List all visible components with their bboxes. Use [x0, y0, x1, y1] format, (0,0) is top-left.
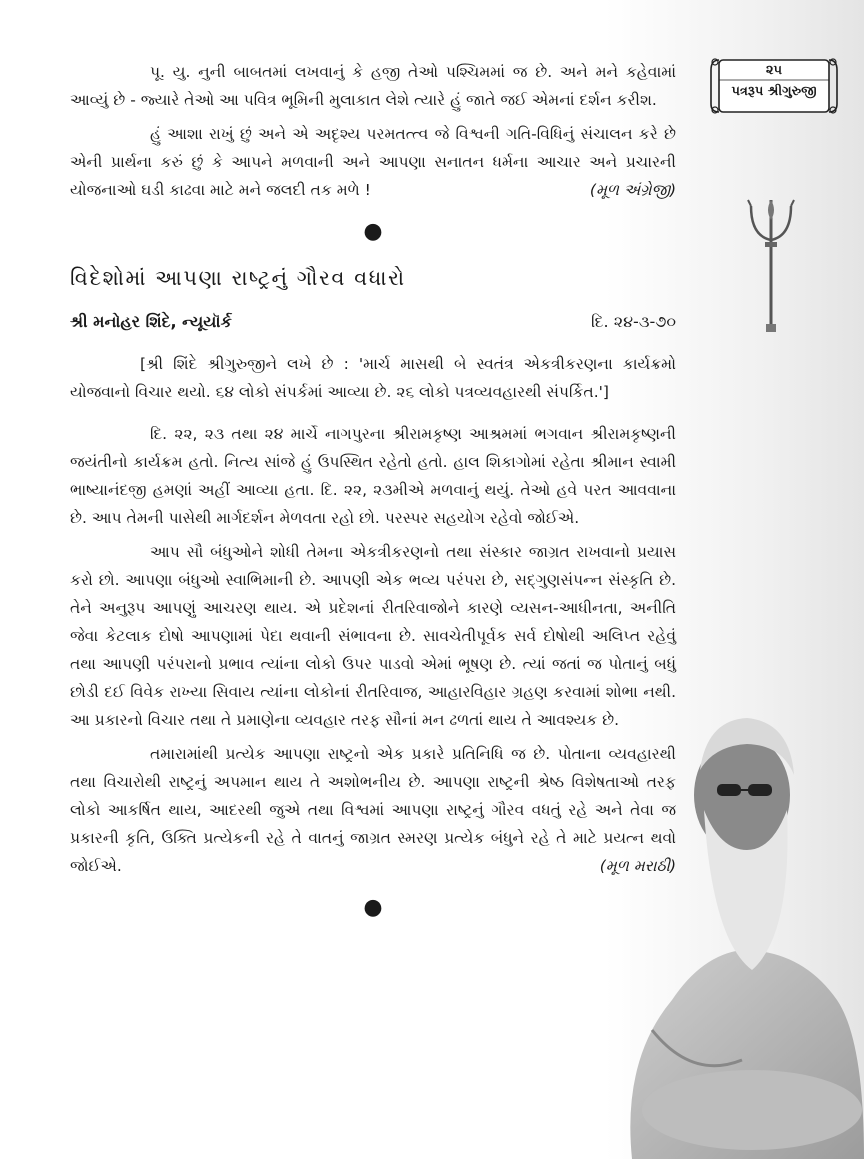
section-separator: ● [363, 219, 383, 244]
section-title: પત્રરૂપ શ્રીગુરુજી [731, 84, 817, 99]
letter-heading: વિદેશોમાં આપણા રાષ્ટ્રનું ગૌરવ વધારો [70, 266, 406, 290]
trident-icon [745, 196, 797, 338]
paragraph: દિ. ૨૨, ૨૩ તથા ૨૪ માર્ચે નાગપુરના શ્રીરામકૃષ્ણ આશ્રમમાં ભગવાન શ્રીરામકૃષ્ણની જયંતીનો કાર્યક્રમ હતો. નિત્ય સાંજે હું ઉપસ્થિત રહેતો હતો. હાલ શિકાગોમાં રહેતા શ્રીમાન સ્વામી ભાષ્યાનંદજી હમણાં અહીં આવ્યા હતા. દિ. ૨૨, ૨૩મીએ મળવાનું થયું. તેઓ હવે પરત આવવાના છે. આપ તેમની પાસેથી માર્ગદર્શન મેળવતા રહો છો. પરસ્પર સહયોગ રહેવો જોઈએ. [70, 425, 676, 527]
letter-intro: [શ્રી શિંદે શ્રીગુરુજીને લખે છે : 'માર્ચ માસથી બે સ્વતંત્ર એકત્રીકરણના કાર્યક્રમો યોજવાનો વિચાર થયો. ૬૪ લોકો સંપર્કમાં આવ્યા છે. ૨૬ લોકો પત્રવ્યવહારથી સંપર્કિત.'] [70, 355, 676, 401]
page-header-scroll [707, 54, 841, 116]
page-number: ૨૫ [765, 63, 783, 78]
letter-meta [70, 308, 676, 336]
paragraph [70, 740, 676, 880]
paragraph: આપ સૌ બંધુઓને શોધી તેમના એકત્રીકરણનો તથા સંસ્કાર જાગ્રત રાખવાનો પ્રયાસ કરો છો. આપણા બંધુઓ સ્વાભિમાની છે. આપણી એક ભવ્ય પરંપરા છે, સદ્‌ગુણસંપન્ન સંસ્કૃતિ છે. તેને અનુરૂપ આપણું આચરણ થાય. એ પ્રદેશનાં રીતરિવાજોને કારણે વ્યસન-આધીનતા, અનીતિ જેવા કેટલાક દોષો આપણામાં પેદા થવાની સંભાવના છે. સાવચેતીપૂર્વક સર્વ દોષોથી અલિપ્ત રહેવું તથા આપણી પરંપરાનો પ્રભાવ ત્યાંના લોકો ઉપર પાડવો એમાં ભૂષણ છે. ત્યાં જતાં જ પોતાનું બધું છોડી દઈ વિવેક રાખ્યા સિવાય ત્યાંના લોકોનાં રીતરિવાજ, આહારવિહાર ગ્રહણ કરવામાં શોભા નથી. આ પ્રકારનો વિચાર તથા તે પ્રમાણેના વ્યવહાર તરફ સૌનાં મન ઢળતાં થાય તે આવશ્યક છે. [70, 543, 676, 729]
letter-date: દિ. ૨૪-૩-૭૦ [591, 312, 676, 331]
paragraph [70, 120, 676, 204]
letter-sender: શ્રી મનોહર શિંદે, ન્યૂયૉર્ક [70, 312, 232, 331]
section-separator: ● [363, 895, 383, 920]
paragraph-text: હું આશા રાખું છું અને એ અદૃશ્ય પરમતત્ત્વ જે વિશ્વની ગતિ-વિધિનું સંચાલન કરે છે એની પ્રાર્થના કરું છું કે આપને મળવાની અને આપણા સનાતન ધર્મના આચાર અને પ્રચારની યોજનાઓ ઘડી કાઢવા માટે મને જલદી તક મળે ! [70, 125, 676, 199]
paragraph: પૂ. યુ. નુની બાબતમાં લખવાનું કે હજી તેઓ પશ્ચિમમાં જ છે. અને મને કહેવામાં આવ્યું છે - જ્યારે તેઓ આ પવિત્ર ભૂમિની મુલાકાત લેશે ત્યારે હું જાતે જઈ એમનાં દર્શન કરીશ. [70, 63, 676, 109]
page-content [70, 58, 676, 940]
source-note: (મૂળ અંગ્રેજી) [589, 181, 676, 199]
source-note: (મૂળ મરાઠી) [599, 857, 676, 875]
paragraph-text: તમારામાંથી પ્રત્યેક આપણા રાષ્ટ્રનો એક પ્રકારે પ્રતિનિધિ જ છે. પોતાના વ્યવહારથી તથા વિચારોથી રાષ્ટ્રનું અપમાન થાય તે અશોભનીય છે. આપણા રાષ્ટ્રની શ્રેષ્ઠ વિશેષતાઓ તરફ લોકો આકર્ષિત થાય, આદરથી જુએ તથા વિશ્વમાં આપણા રાષ્ટ્રનું ગૌરવ વધતું રહે અને તેવા જ પ્રકારની કૃતિ, ઉક્તિ પ્રત્યેકની રહે તે વાતનું જાગ્રત સ્મરણ પ્રત્યેક બંધુને રહે તે માટે પ્રયત્ન થવો જોઈએ. [70, 745, 676, 875]
